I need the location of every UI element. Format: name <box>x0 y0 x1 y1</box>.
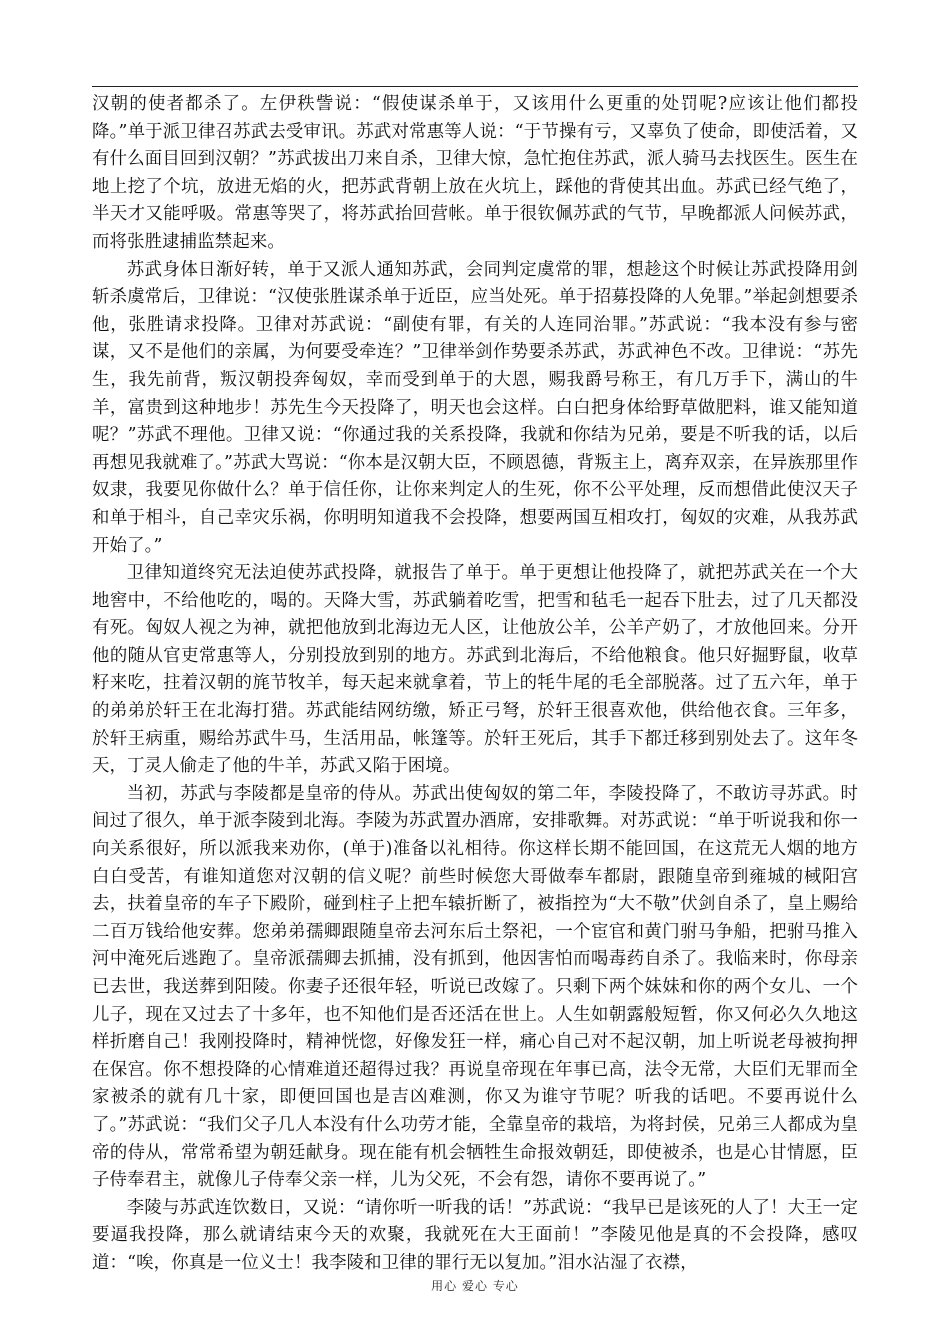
paragraph-3: 卫律知道终究无法迫使苏武投降，就报告了单于。单于更想让他投降了，就把苏武关在一个大地窖中，不给他吃的，喝的。天降大雪，苏武躺着吃雪，把雪和毡毛一起吞下肚去，过了几天都没有死。匈奴人视之为神，就把他放到北海边无人区，让他放公羊，公羊产奶了，才放他回来。分开他的随从官吏常惠等人，分别投放到别的地方。苏武到北海后，不给他粮食。他只好掘野鼠，收草籽来吃，拄着汉朝的旄节牧羊，每天起来就拿着，节上的牦牛尾的毛全部脱落。过了五六年，单于的弟弟於轩王在北海打猎。苏武能结网纺缴，矫正弓弩，於轩王很喜欢他，供给他衣食。三年多，於轩王病重，赐给苏武牛马，生活用品，帐篷等。於轩王死后，其手下都迁移到别处去了。这年冬天，丁灵人偷走了他的牛羊，苏武又陷于困境。 <box>92 563 858 777</box>
page-footer: 用心 爱心 专心 <box>431 1279 519 1293</box>
paragraph-2: 苏武身体日渐好转，单于又派人通知苏武，会同判定虞常的罪，想趁这个时候让苏武投降用剑斩杀虞常后，卫律说：“汉使张胜谋杀单于近臣，应当处死。单于招募投降的人免罪。”举起剑想要杀他，张胜请求投降。卫律对苏武说：“副使有罪，有关的人连同治罪。”苏武说：“我本没有参与密谋，又不是他们的亲属，为何要受牵连？”卫律举剑作势要杀苏武，苏武神色不改。卫律说：“苏先生，我先前背，叛汉朝投奔匈奴，幸而受到单于的大恩，赐我爵号称王，有几万手下，满山的牛羊，富贵到这种地步！苏先生今天投降了，明天也会这样。白白把身体给野草做肥料，谁又能知道呢？”苏武不理他。卫律又说：“你通过我的关系投降，我就和你结为兄弟，要是不听我的话，以后再想见我就难了。”苏武大骂说：“你本是汉朝大臣，不顾恩德，背叛主上，离弃双亲，在异族那里作奴隶，我要见你做什么？单于信任你，让你来判定人的生死，你不公平处理，反而想借此使汉天子和单于相斗，自己幸灾乐祸，你明明知道我不会投降，想要两国互相攻打，匈奴的灾难，从我苏武开始了。” <box>92 259 858 556</box>
paragraph-1: 汉朝的使者都杀了。左伊秩訾说：“假使谋杀单于，又该用什么更重的处罚呢?应该让他们都投降。”单于派卫律召苏武去受审讯。苏武对常惠等人说：“于节操有亏，又辜负了使命，即使活着，又有什么面目回到汉朝？”苏武拔出刀来自杀，卫律大惊，急忙抱住苏武，派人骑马去找医生。医生在地上挖了个坑，放进无焰的火，把苏武背朝上放在火坑上，踩他的背使其出血。苏武已经气绝了，半天才又能呼吸。常惠等哭了，将苏武抬回营帐。单于很钦佩苏武的气节，早晚都派人问候苏武，而将张胜逮捕监禁起来。 <box>92 94 858 252</box>
header-rule <box>92 86 858 87</box>
body-text <box>92 91 858 1278</box>
paragraph-5: 李陵与苏武连饮数日，又说：“请你听一听我的话！”苏武说：“我早已是该死的人了！大王一定要逼我投降，那么就请结束今天的欢聚，我就死在大王面前！”李陵见他是真的不会投降，感叹道：“唉，你真是一位义士！我李陵和卫律的罪行无以复加。”泪水沾湿了衣襟， <box>92 1197 858 1273</box>
paragraph-4: 当初，苏武与李陵都是皇帝的侍从。苏武出使匈奴的第二年，李陵投降了，不敢访寻苏武。时间过了很久，单于派李陵到北海。李陵为苏武置办酒席，安排歌舞。对苏武说：“单于听说我和你一向关系很好，所以派我来劝你，(单于)准备以礼相待。你这样长期不能回国，在这荒无人烟的地方白白受苦，有谁知道您对汉朝的信义呢？前些时候您大哥做奉车都尉，跟随皇帝到雍城的棫阳宫去，扶着皇帝的车子下殿阶，碰到柱子上把车辕折断了，被指控为“大不敬”伏剑自杀了，皇上赐给二百万钱给他安葬。您弟弟孺卿跟随皇帝去河东后土祭祀，一个宦官和黄门驸马争船，把驸马推入河中淹死后逃跑了。皇帝派孺卿去抓捕，没有抓到，他因害怕而喝毒药自杀了。我临来时，你母亲已去世，我送葬到阳陵。你妻子还很年轻，听说已改嫁了。只剩下两个妹妹和你的两个女儿、一个儿子，现在又过去了十多年，也不知他们是否还活在世上。人生如朝露般短暂，你又何必久久地这样折磨自己！我刚投降时，精神恍惚，好像发狂一样，痛心自己对不起汉朝，加上听说老母被拘押在保宫。你不想投降的心情难道还超得过我？再说皇帝现在年事已高，法令无常，大臣们无罪而全家被杀的就有几十家，即便回国也是吉凶难测，你又为谁守节呢？听我的话吧。不要再说什么了。”苏武说：“我们父子几人本没有什么功劳才能，全靠皇帝的栽培，为将封侯，兄弟三人都成为皇帝的侍从，常常希望为朝廷献身。现在能有机会牺牲生命报效朝廷，即使被杀，也是心甘情愿，臣子侍奉君主，就像儿子侍奉父亲一样，儿为父死，不会有怨，请你不要再说了。” <box>92 783 858 1191</box>
